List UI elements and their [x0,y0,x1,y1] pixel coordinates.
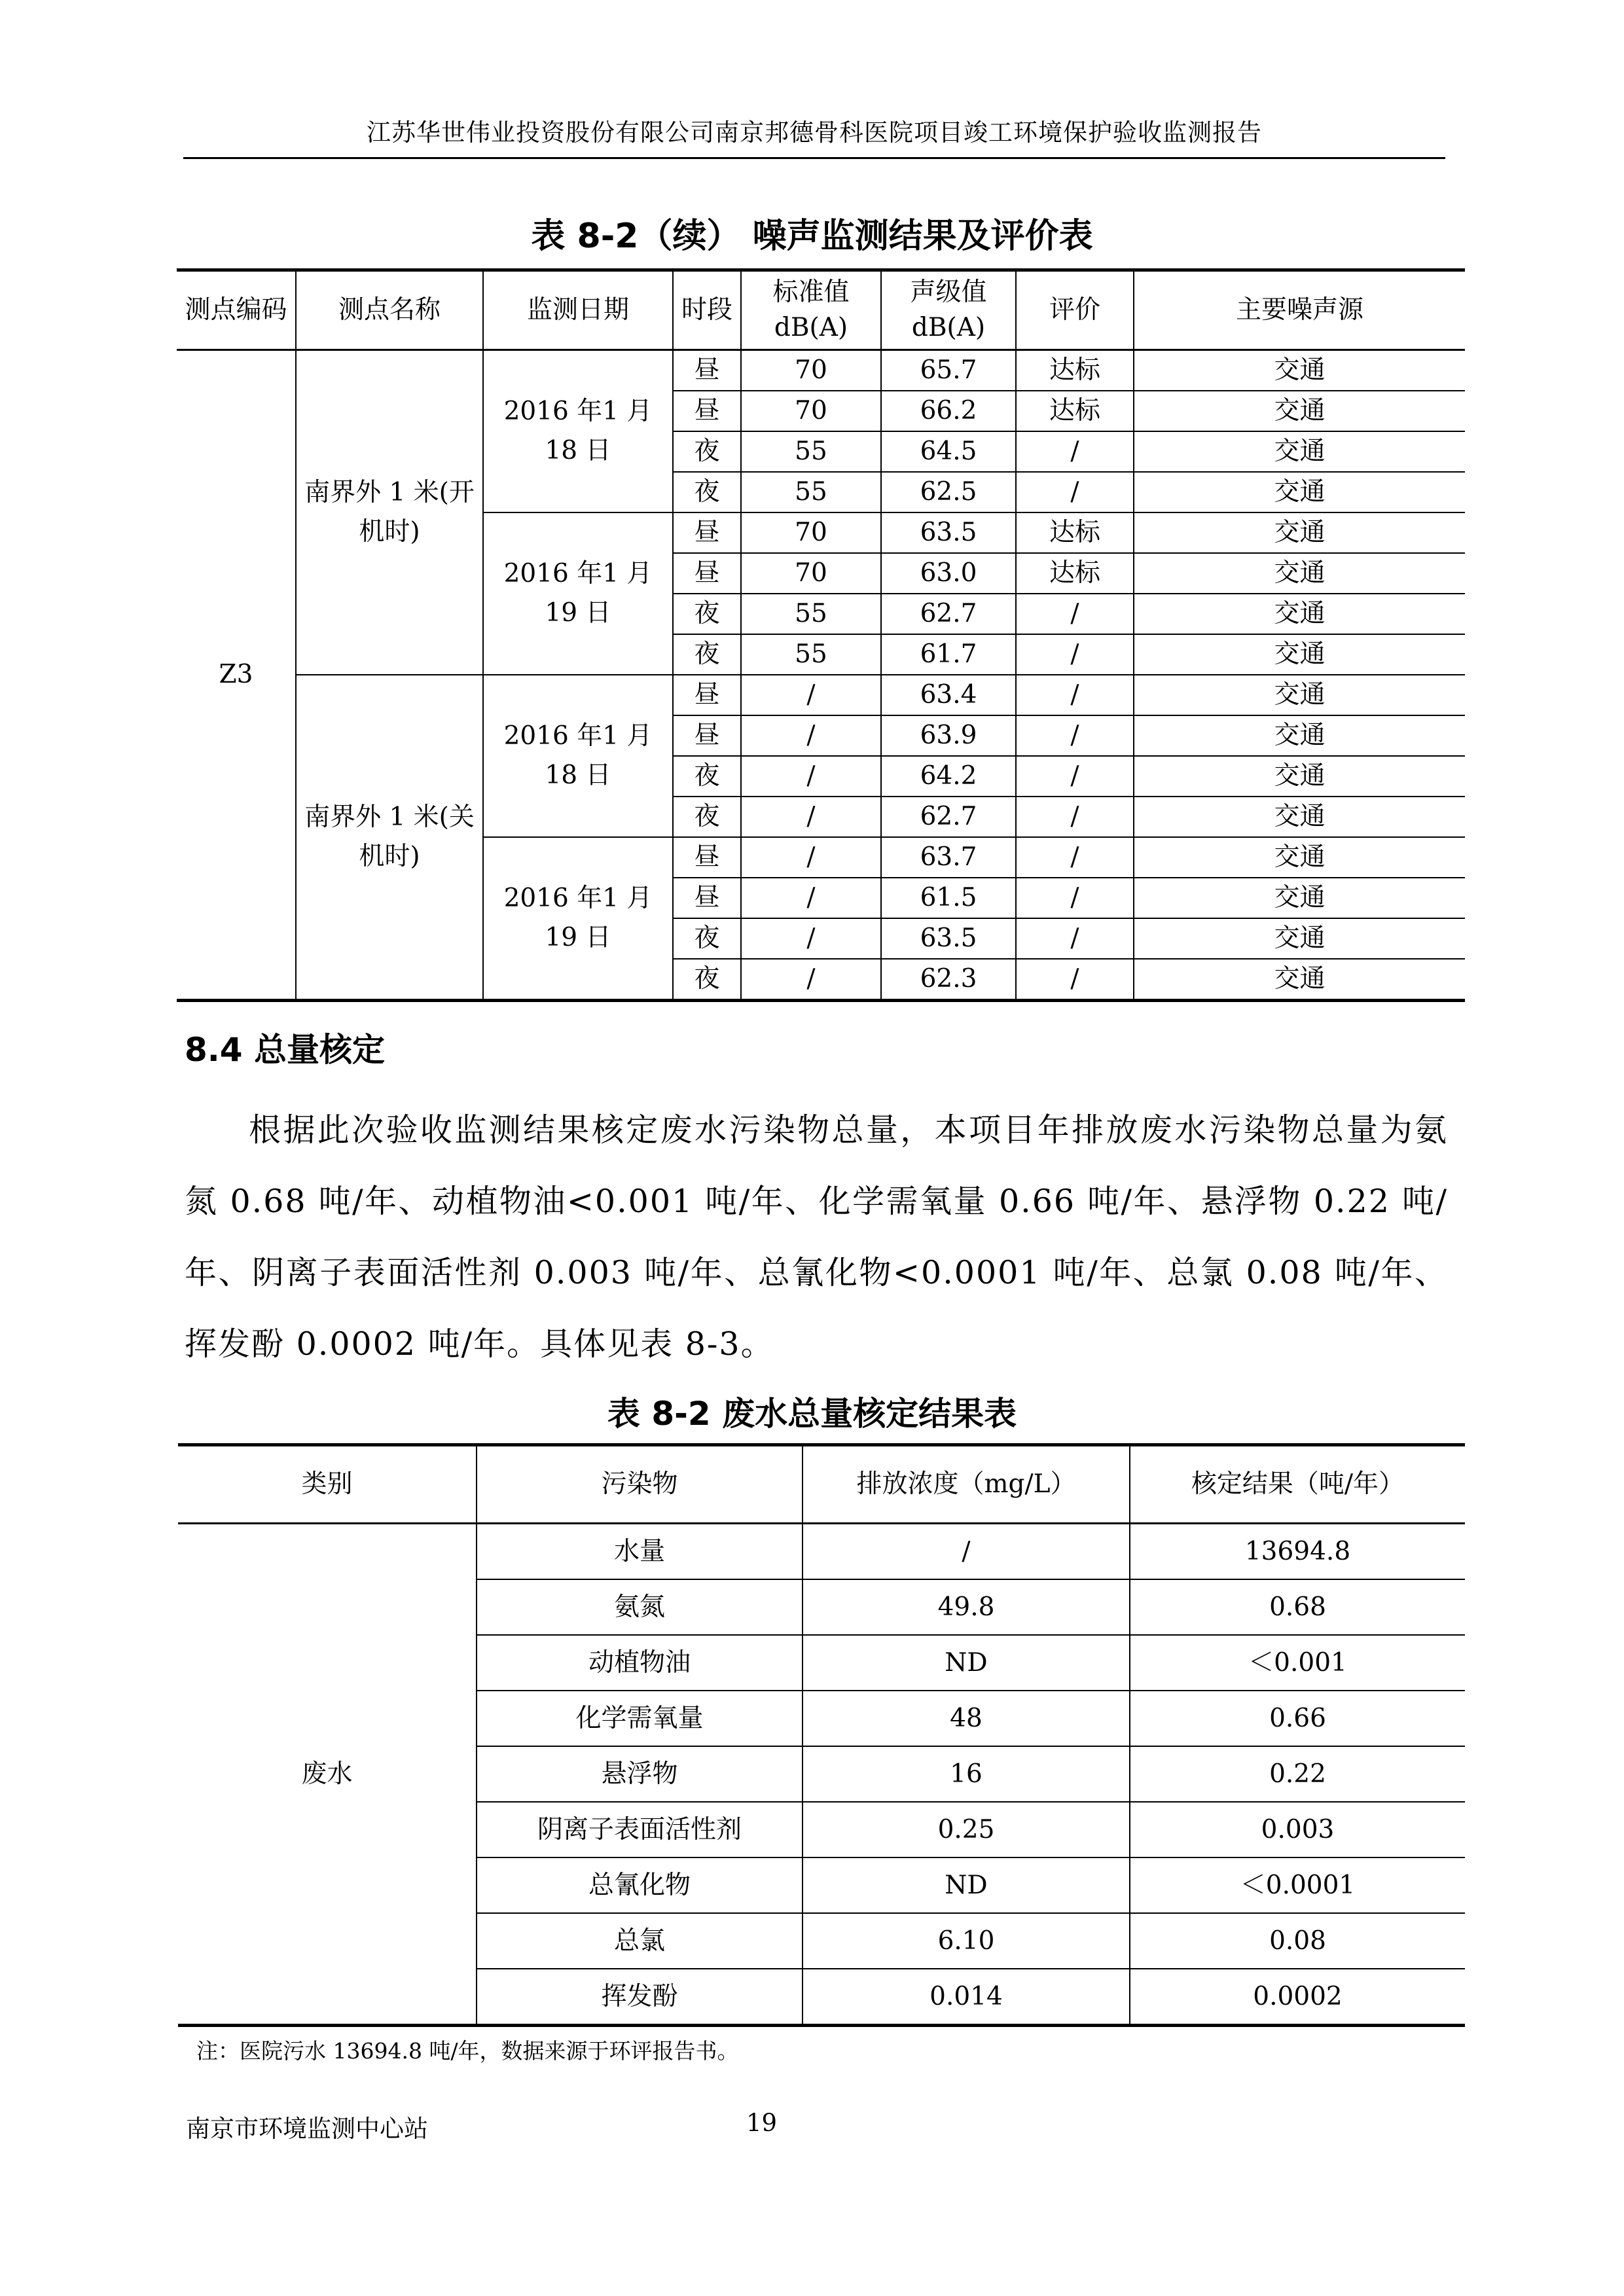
pollutant-cell: 挥发酚 [477,1969,803,2026]
evaluation-cell: 达标 [1016,391,1134,431]
evaluation-cell: 达标 [1016,553,1134,594]
period-cell: 夜 [673,797,741,837]
source-cell: 交通 [1134,472,1465,512]
level-cell: 64.2 [881,756,1016,797]
standard-cell: / [741,959,881,1001]
header-evaluation: 评价 [1016,270,1134,350]
level-cell: 62.7 [881,594,1016,634]
standard-cell: / [741,756,881,797]
header-level: 声级值dB(A) [881,270,1016,350]
source-cell: 交通 [1134,675,1465,715]
standard-cell: 70 [741,391,881,431]
footer-organization: 南京市环境监测中心站 [186,2115,428,2143]
result-cell: 0.66 [1130,1691,1465,1746]
level-cell: 62.5 [881,472,1016,512]
header-pollutant: 污染物 [477,1445,803,1524]
period-cell: 昼 [673,350,741,391]
result-cell: ＜0.001 [1130,1635,1465,1691]
page-header: 江苏华世伟业投资股份有限公司南京邦德骨科医院项目竣工环境保护验收监测报告 [183,113,1445,159]
level-cell: 62.3 [881,959,1016,1001]
source-cell: 交通 [1134,634,1465,675]
level-cell: 64.5 [881,431,1016,472]
source-cell: 交通 [1134,756,1465,797]
source-cell: 交通 [1134,918,1465,959]
header-standard: 标准值dB(A) [741,270,881,350]
section-paragraph: 根据此次验收监测结果核定废水污染物总量，本项目年排放废水污染物总量为氨氮 0.68 吨/年、动植物油<0.001 吨/年、化学需氧量 0.66 吨/年、悬浮物 0.22 吨/年、阴离子表面活性剂 0.003 吨/年、总氰化物<0.0001 吨/年、总氯 0.08 吨/年、挥发酚 0.0002 吨/年。具体见表 8-3。 [185,1111,1448,1363]
concentration-cell: 48 [803,1691,1130,1746]
header-period: 时段 [673,270,741,350]
evaluation-cell: 达标 [1016,512,1134,553]
standard-cell: 70 [741,553,881,594]
period-cell: 夜 [673,472,741,512]
pollutant-cell: 动植物油 [477,1635,803,1691]
wastewater-total-table [178,1443,1465,2027]
standard-cell: 55 [741,431,881,472]
level-cell: 61.5 [881,878,1016,918]
concentration-cell: 0.25 [803,1802,1130,1857]
level-cell: 63.0 [881,553,1016,594]
source-cell: 交通 [1134,391,1465,431]
level-cell: 66.2 [881,391,1016,431]
standard-cell: / [741,918,881,959]
level-cell: 63.5 [881,512,1016,553]
evaluation-cell: / [1016,959,1134,1001]
source-cell: 交通 [1134,878,1465,918]
period-cell: 昼 [673,553,741,594]
standard-cell: / [741,715,881,756]
period-cell: 夜 [673,431,741,472]
pollutant-cell: 悬浮物 [477,1746,803,1802]
header-point-name: 测点名称 [296,270,483,350]
level-cell: 63.9 [881,715,1016,756]
evaluation-cell: / [1016,797,1134,837]
table-header-row [178,1445,1465,1524]
section-heading: 8.4 总量核定 [185,1031,385,1069]
evaluation-cell: / [1016,594,1134,634]
table-header-row [177,270,1465,350]
evaluation-cell: / [1016,837,1134,878]
period-cell: 昼 [673,837,741,878]
level-cell: 65.7 [881,350,1016,391]
concentration-cell: 16 [803,1746,1130,1802]
noise-results-table [177,268,1465,1002]
period-cell: 夜 [673,918,741,959]
standard-cell: / [741,797,881,837]
table-note: 注：医院污水 13694.8 吨/年，数据来源于环评报告书。 [196,2038,739,2064]
source-cell: 交通 [1134,715,1465,756]
pollutant-cell: 化学需氧量 [477,1691,803,1746]
header-result: 核定结果（吨/年） [1130,1445,1465,1524]
source-cell: 交通 [1134,959,1465,1001]
standard-cell: / [741,837,881,878]
pollutant-cell: 总氰化物 [477,1857,803,1913]
date-cell: 2016 年1 月 18 日 [483,675,673,837]
result-cell: ＜0.0001 [1130,1857,1465,1913]
table-row [178,1524,1465,1580]
pollutant-cell: 阴离子表面活性剂 [477,1802,803,1857]
point-name-cell: 南界外 1 米(关机时) [296,675,483,1001]
standard-cell: / [741,675,881,715]
result-cell: 0.0002 [1130,1969,1465,2026]
level-cell: 62.7 [881,797,1016,837]
period-cell: 夜 [673,594,741,634]
source-cell: 交通 [1134,594,1465,634]
concentration-cell: ND [803,1635,1130,1691]
category-cell: 废水 [178,1524,477,2026]
concentration-cell: 0.014 [803,1969,1130,2026]
source-cell: 交通 [1134,350,1465,391]
source-cell: 交通 [1134,553,1465,594]
table-row [177,350,1465,391]
header-concentration: 排放浓度（mg/L） [803,1445,1130,1524]
pollutant-cell: 水量 [477,1524,803,1580]
evaluation-cell: / [1016,878,1134,918]
standard-cell: 55 [741,472,881,512]
header-source: 主要噪声源 [1134,270,1465,350]
standard-cell: 55 [741,594,881,634]
header-point-code: 测点编码 [177,270,296,350]
concentration-cell: 49.8 [803,1579,1130,1635]
result-cell: 0.003 [1130,1802,1465,1857]
evaluation-cell: / [1016,472,1134,512]
page-number: 19 [746,2109,778,2137]
evaluation-cell: / [1016,634,1134,675]
pollutant-cell: 总氯 [477,1913,803,1969]
point-name-cell: 南界外 1 米(开机时) [296,350,483,675]
level-cell: 63.4 [881,675,1016,715]
evaluation-cell: / [1016,431,1134,472]
level-cell: 63.7 [881,837,1016,878]
period-cell: 昼 [673,675,741,715]
evaluation-cell: / [1016,675,1134,715]
result-cell: 13694.8 [1130,1524,1465,1580]
header-date: 监测日期 [483,270,673,350]
date-cell: 2016 年1 月 19 日 [483,512,673,675]
source-cell: 交通 [1134,837,1465,878]
standard-cell: / [741,878,881,918]
standard-cell: 55 [741,634,881,675]
noise-table-caption: 表 8-2（续） 噪声监测结果及评价表 [531,217,1093,256]
concentration-cell: 6.10 [803,1913,1130,1969]
period-cell: 昼 [673,512,741,553]
result-cell: 0.68 [1130,1579,1465,1635]
period-cell: 昼 [673,878,741,918]
source-cell: 交通 [1134,431,1465,472]
point-code-cell: Z3 [177,350,296,1001]
period-cell: 昼 [673,715,741,756]
date-cell: 2016 年1 月 18 日 [483,350,673,513]
date-cell: 2016 年1 月 19 日 [483,837,673,1001]
period-cell: 夜 [673,634,741,675]
source-cell: 交通 [1134,512,1465,553]
result-cell: 0.22 [1130,1746,1465,1802]
table-row [177,675,1465,715]
header-category: 类别 [178,1445,477,1524]
pollutant-cell: 氨氮 [477,1579,803,1635]
standard-cell: 70 [741,512,881,553]
period-cell: 昼 [673,391,741,431]
period-cell: 夜 [673,756,741,797]
level-cell: 63.5 [881,918,1016,959]
concentration-cell: / [803,1524,1130,1580]
evaluation-cell: / [1016,715,1134,756]
concentration-cell: ND [803,1857,1130,1913]
period-cell: 夜 [673,959,741,1001]
result-cell: 0.08 [1130,1913,1465,1969]
evaluation-cell: 达标 [1016,350,1134,391]
evaluation-cell: / [1016,918,1134,959]
level-cell: 61.7 [881,634,1016,675]
evaluation-cell: / [1016,756,1134,797]
total-table-caption: 表 8-2 废水总量核定结果表 [607,1395,1017,1433]
standard-cell: 70 [741,350,881,391]
source-cell: 交通 [1134,797,1465,837]
